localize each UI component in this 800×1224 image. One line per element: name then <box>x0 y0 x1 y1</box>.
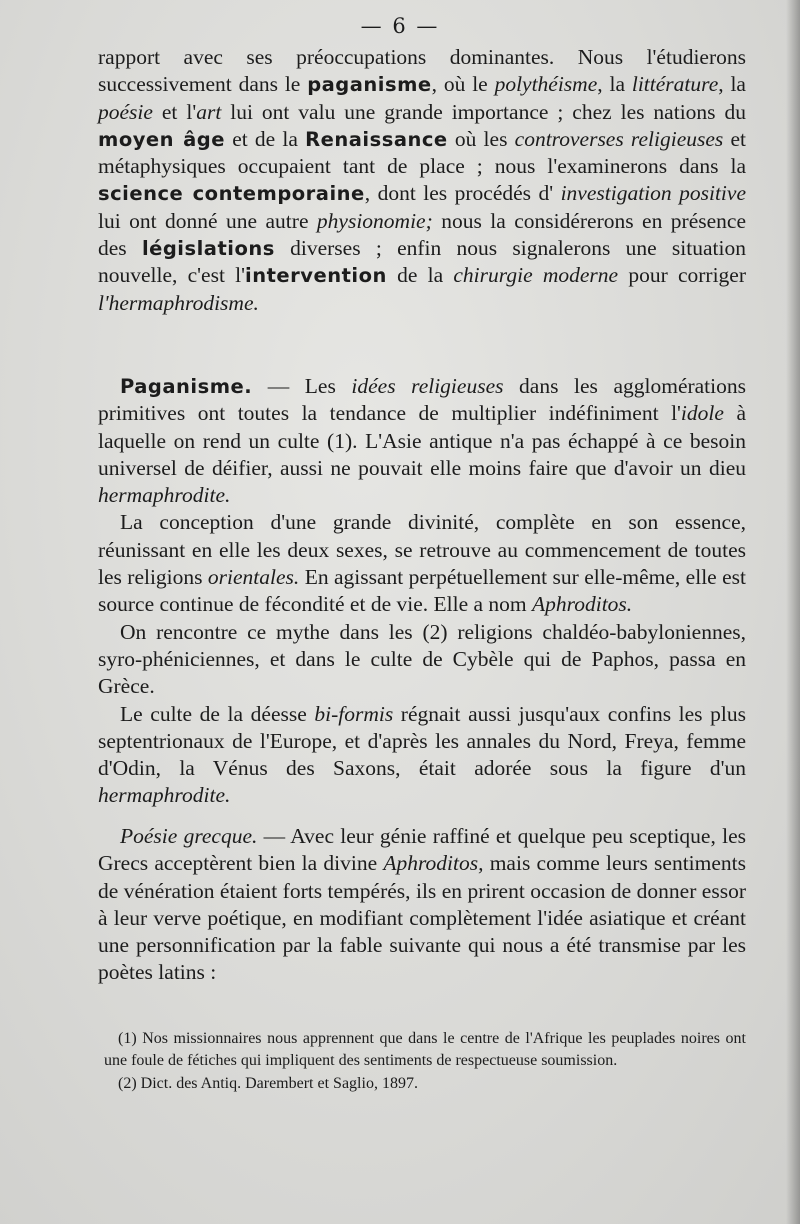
section-heading-paganisme: Paganisme. <box>120 375 253 398</box>
term-art: art <box>196 99 222 124</box>
term-aphroditos-2: Aphroditos, <box>383 851 484 876</box>
term-intervention: intervention <box>245 264 387 288</box>
term-controverses: controverses religieuses <box>514 126 724 151</box>
term-science: science contemporaine <box>98 182 365 206</box>
paganisme-paragraph-3: On rencontre ce mythe dans les (2) religions chaldéo-babyloniennes, syro-phéniciennes, et dans le culte de Cybèle qui de Paphos, passa en Grèce. <box>98 619 746 699</box>
term-aphroditos: Aphroditos. <box>532 592 633 617</box>
term-legislations: législations <box>141 237 275 261</box>
term-litterature: littérature <box>631 72 719 97</box>
poesie-paragraph: Poésie grecque. — Avec leur génie raffiné et quelque peu sceptique, les Grecs acceptèrent bien la divine Aphroditos, mais comme leurs sentiments de vénération étaient forts tempérés, ils en prirent occasion de donner essor à leur verve poétique, en modifiant complètement l'idée asiatique et créant une personnification par la fable suivante qui nous a été transmise par les poètes latins : <box>98 824 746 985</box>
term-paganisme: paganisme <box>307 73 432 97</box>
paganisme-paragraph-2: La conception d'une grande divinité, complète en son essence, réunissant en elle les deux sexes, se retrouve au commencement de toutes les religions orientales. En agissant perpétuellement sur elle-même, elle est source continue de fécondité et de vie. Elle a nom Aphroditos. <box>98 510 746 617</box>
term-hermaphrodite: hermaphrodite. <box>98 483 231 508</box>
section-heading-poesie: Poésie grecque. <box>120 824 258 848</box>
section-paganisme <box>98 373 746 810</box>
paganisme-paragraph-4: Le culte de la déesse bi-formis régnait aussi jusqu'aux confins les plus septentrionaux de l'Europe, et d'après les annales du Nord, Freya, femme d'Odin, la Vénus des Saxons, était adorée sous la figure d'un hermaphrodite. <box>98 701 746 808</box>
term-idole: idole <box>680 401 724 426</box>
footnote-2: (2) Dict. des Antiq. Darembert et Saglio, 1897. <box>118 1075 418 1092</box>
term-hermaphrodisme: l'hermaphrodisme. <box>98 290 259 315</box>
term-orientales: orientales. <box>207 565 300 590</box>
footnotes <box>104 1028 746 1095</box>
term-hermaphrodite-2: hermaphrodite. <box>98 783 231 808</box>
term-investigation: investigation positive <box>560 181 746 206</box>
footnote-1: (1) Nos missionnaires nous apprennent que dans le centre de l'Afrique les peuplades noires ont une foule de fétiches qui impliquent des sentiments de respectueuse soumission. <box>104 1030 746 1069</box>
term-moyen-age: moyen âge <box>98 127 225 151</box>
term-polytheisme: polythéisme <box>494 72 598 97</box>
page-edge-shadow <box>786 0 800 1224</box>
term-renaissance: Renaissance <box>305 127 448 151</box>
term-chirurgie: chirurgie moderne <box>453 263 619 288</box>
term-poesie: poésie <box>98 99 153 124</box>
term-physionomie: physionomie; <box>316 208 433 233</box>
intro-paragraph: rapport avec ses préoccupations dominantes. Nous l'étudierons successivement dans le paganisme, où le polythéisme, la littérature, la poésie et l'art lui ont valu une grande importance ; chez les nations du moyen âge et de la Renaissance où les controverses religieuses et métaphysiques occupaient tant de place ; nous l'examinerons dans la science contemporaine, dont les procédés d' investigation positive lui ont donné une autre physionomie; nous la considérerons en présence des législations diverses ; enfin nous signalerons une situation nouvelle, c'est l'intervention de la chirurgie moderne pour corriger l'hermaphrodisme. <box>98 45 746 315</box>
paganisme-paragraph-1: Paganisme. — Les idées religieuses dans les agglomérations primitives ont toutes la tendance de multiplier indéfiniment l'idole à laquelle on rend un culte (1). L'Asie antique n'a pas échappé à ce besoin universel de déifier, aussi ne pouvait elle moins faire que d'avoir un dieu hermaphrodite. <box>98 374 746 508</box>
section-poesie-grecque <box>98 823 746 987</box>
page-number: — 6 — <box>360 14 440 38</box>
term-biformis: bi-formis <box>314 701 394 726</box>
term-idees-religieuses: idées religieuses <box>351 374 504 398</box>
